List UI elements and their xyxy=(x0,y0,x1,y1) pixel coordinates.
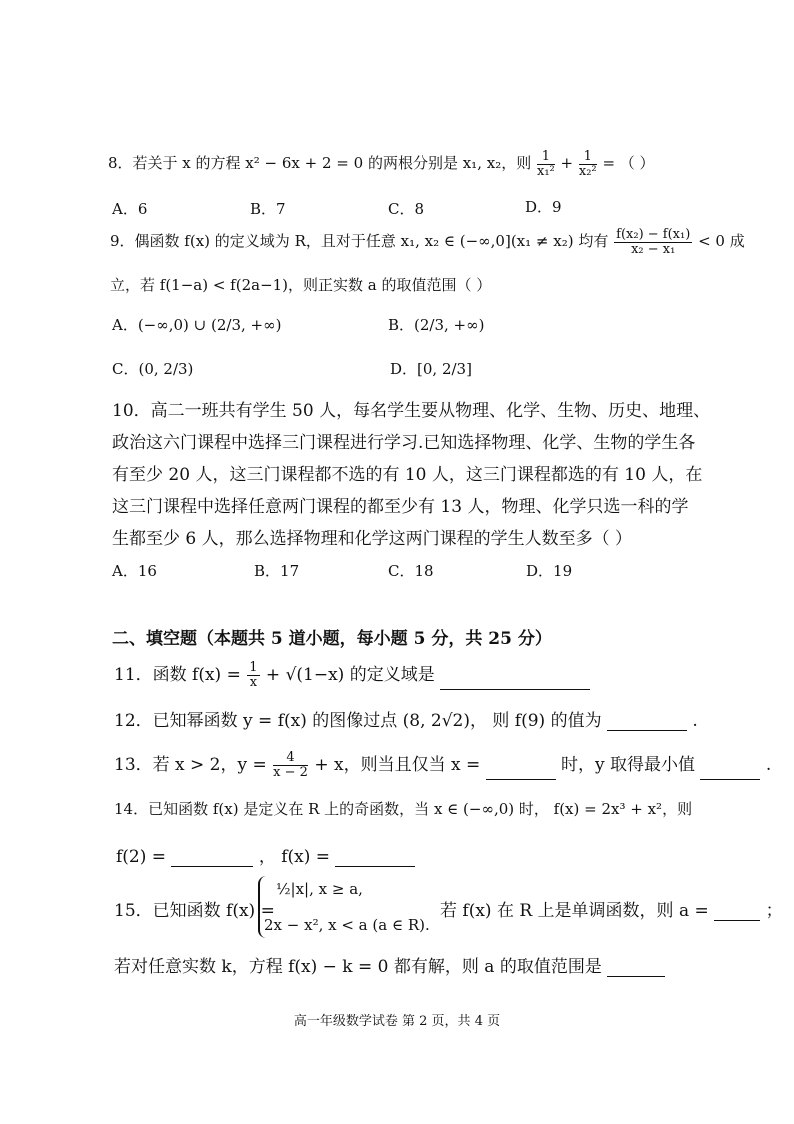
q9-stem-line2: 立，若 f(1−a) < f(2a−1)，则正实数 a 的取值范围（ ） xyxy=(110,276,492,294)
q10-option-b: B．17 xyxy=(254,562,300,580)
q11-stem: 11．函数 f(x) = $\frac{1}{x}$ + √(1−x) 的定义域是 xyxy=(114,660,590,690)
q10-line-3: 有至少 20 人，这三门课程都不选的有 10 人，这三门课程都选的有 10 人，在 xyxy=(112,465,703,485)
q12-answer-blank[interactable] xyxy=(607,714,687,731)
q10-line-1: 10．高二一班共有学生 50 人，每名学生要从物理、化学、生物、历史、地理、 xyxy=(112,401,711,421)
q15-a-blank[interactable] xyxy=(714,904,760,921)
q15-range-blank[interactable] xyxy=(607,960,665,977)
q14-fx-blank[interactable] xyxy=(335,850,415,867)
q8-option-d: D．9 xyxy=(525,198,562,216)
q10-line-4: 这三门课程中选择任意两门课程的都至少有 13 人，物理、化学只选一科的学 xyxy=(112,497,689,517)
page-footer: 高一年级数学试卷 第 2 页，共 4 页 xyxy=(293,1014,501,1029)
q14-answers: f(2) = ， f(x) = xyxy=(116,842,415,867)
q10-option-a: A．16 xyxy=(112,562,157,580)
q10-line-2: 政治这六门课程中选择三门课程进行学习.已知选择物理、化学、生物的学生各 xyxy=(112,433,696,453)
q13-min-blank[interactable] xyxy=(700,763,760,780)
q10-option-d: D．19 xyxy=(526,562,573,580)
q9-option-a: A．(−∞,0) ∪ (2/3, +∞) xyxy=(112,316,282,334)
q8-stem: 8．若关于 x 的方程 x² − 6x + 2 = 0 的两根分别是 x₁, x₂，则 $\frac{1}{\text{x₁²}}$ + $\frac{1}{\text{x₂²}}$ = （ ） xyxy=(108,149,655,179)
q14-f2-blank[interactable] xyxy=(171,850,253,867)
q12-stem: 12．已知幂函数 y = f(x) 的图像过点 (8, 2√2)， 则 f(9) 的值为 . xyxy=(114,711,698,731)
q14-stem: 14．已知函数 f(x) 是定义在 R 上的奇函数，当 x ∈ (−∞,0) 时， f(x) = 2x³ + x²，则 xyxy=(114,800,693,818)
q10-line-5: 生都至少 6 人，那么选择物理和化学这两门课程的学生人数至多（ ） xyxy=(112,529,633,549)
q15-case-2: 2x − x², x < a (a ∈ R). xyxy=(264,916,430,934)
q11-answer-blank[interactable] xyxy=(440,673,590,690)
q15-line-2: 若对任意实数 k，方程 f(x) − k = 0 都有解，则 a 的取值范围是 xyxy=(114,952,665,977)
q15-stem-b: 若 f(x) 在 R 上是单调函数，则 a = ； xyxy=(440,901,783,921)
q9-option-b: B．(2/3, +∞) xyxy=(388,316,485,334)
q8-option-c: C．8 xyxy=(388,200,425,218)
q9-stem-line1: 9．偶函数 f(x) 的定义域为 R，且对于任意 x₁, x₂ ∈ (−∞,0](x₁ ≠ x₂) 均有 $\frac{\text{f(x₂) − f(x₁)}}{\text{x₂ − x₁}}$ < 0 成 xyxy=(110,227,745,257)
q15-case-1: ½|x|, x ≥ a, xyxy=(276,880,363,898)
q15-stem-a: 15．已知函数 f(x) = xyxy=(114,901,275,921)
q8-option-a: A．6 xyxy=(112,200,148,218)
q10-option-c: C．18 xyxy=(388,562,434,580)
q13-x-blank[interactable] xyxy=(486,763,556,780)
q8-option-b: B．7 xyxy=(250,200,286,218)
q9-option-c: C．(0, 2/3) xyxy=(112,360,194,378)
q9-option-d: D．[0, 2/3] xyxy=(390,360,472,378)
section-2-title: 二、填空题（本题共 5 道小题，每小题 5 分，共 25 分） xyxy=(112,629,552,649)
q13-stem: 13．若 x > 2，y = $\frac{4}{x - 2}$ + x，则当且仅当 x = 时，y 取得最小值 . xyxy=(114,750,772,780)
